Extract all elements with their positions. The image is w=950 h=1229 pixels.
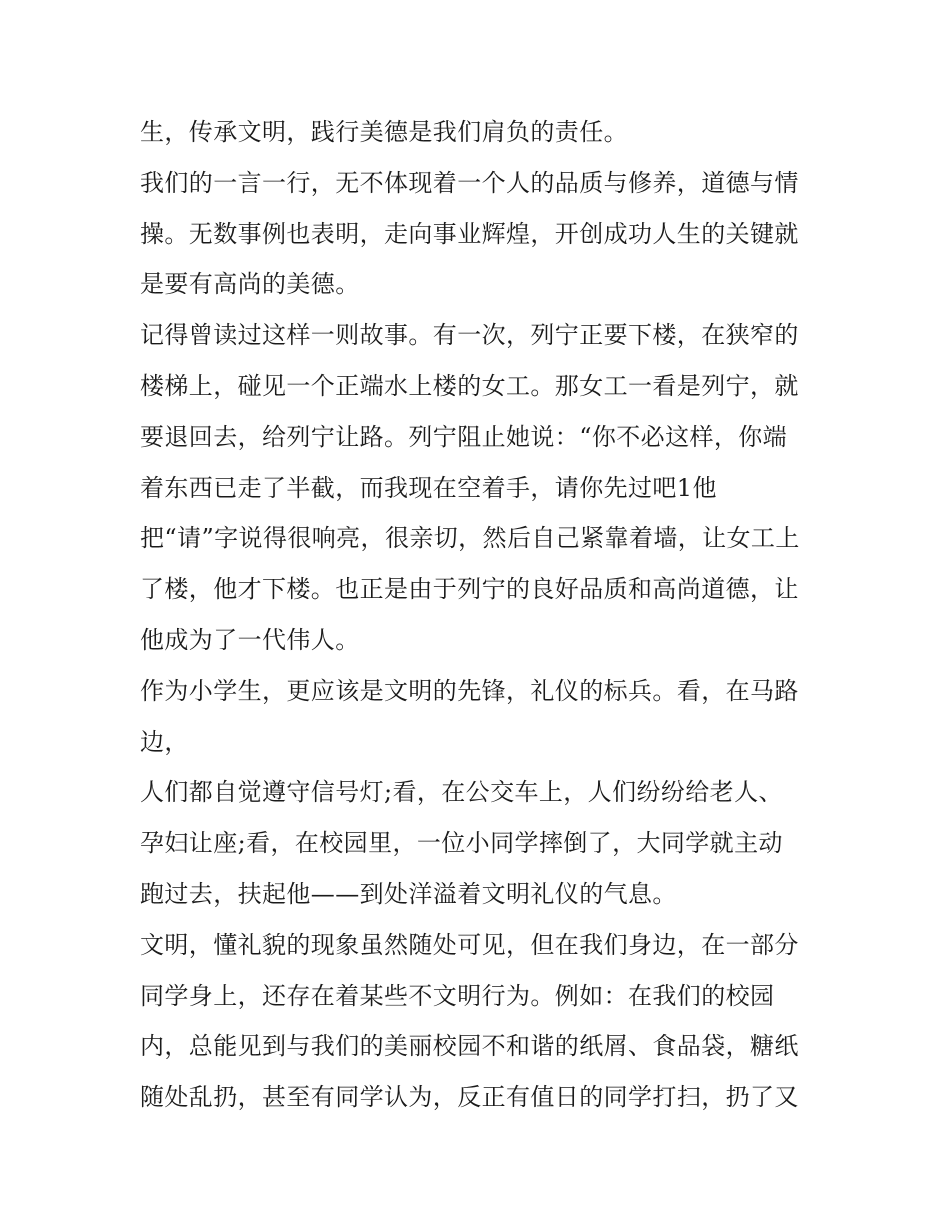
text-line: 着东西已走了半截，而我现在空着手，请你先过吧1他 — [140, 473, 717, 502]
text-line: 生，传承文明，践行美德是我们肩负的责任。 — [140, 118, 628, 146]
text-line: 操。无数事例也表明，走向事业辉煌，开创成功人生的关键就 — [140, 219, 799, 248]
text-line: 他成为了一代伟人。 — [140, 625, 360, 654]
text-line: 把“请”字说得很响亮，很亲切，然后自己紧靠着墙，让女工上 — [140, 524, 800, 553]
text-line: 人们都自觉遵守信号灯;看，在公交车上，人们纷纷给老人、 — [140, 778, 783, 807]
text-line: 了楼，他才下楼。也正是由于列宁的良好品质和高尚道德，让 — [140, 575, 799, 604]
text-line: 是要有高尚的美德。 — [140, 270, 360, 299]
text-line: 作为小学生，更应该是文明的先锋，礼仪的标兵。看，在马路 — [140, 676, 799, 705]
text-line: 孕妇让座;看，在校园里，一位小同学摔倒了，大同学就主动 — [140, 829, 783, 858]
text-line: 楼梯上，碰见一个正端水上楼的女工。那女工一看是列宁，就 — [140, 371, 799, 400]
text-line: 内，总能见到与我们的美丽校园不和谐的纸屑、食品袋，糖纸 — [140, 1032, 799, 1061]
document-body — [140, 112, 830, 1128]
text-line: 同学身上，还存在着某些不文明行为。例如：在我们的校园 — [140, 981, 775, 1010]
text-line: 文明，懂礼貌的现象虽然随处可见，但在我们身边，在一部分 — [140, 930, 799, 959]
text-line: 我们的一言一行，无不体现着一个人的品质与修养，道德与情 — [140, 168, 799, 197]
text-line: 跑过去，扶起他——到处洋溢着文明礼仪的气息。 — [140, 879, 677, 908]
text-line: 随处乱扔，甚至有同学认为，反正有值日的同学打扫，扔了又 — [140, 1083, 799, 1112]
text-line: 要退回去，给列宁让路。列宁阻止她说：“你不必这样，你端 — [140, 422, 788, 451]
text-line: 记得曾读过这样一则故事。有一次，列宁正要下楼，在狭窄的 — [140, 321, 799, 350]
text-line: 边， — [140, 727, 189, 756]
